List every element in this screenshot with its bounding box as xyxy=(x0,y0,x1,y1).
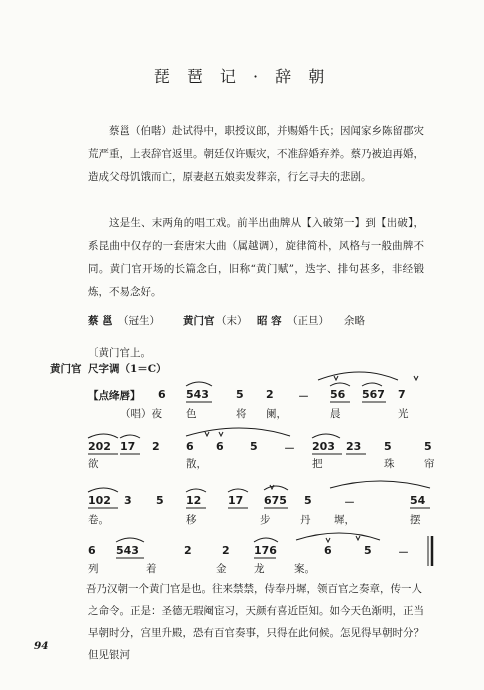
note-r2-7: － xyxy=(284,442,295,455)
note-r2-9: 23 xyxy=(346,440,362,453)
note-r2-1: 202 xyxy=(88,440,111,453)
lyric-r1-6: 光 xyxy=(398,408,409,420)
lyric-r3-6: 摆 xyxy=(410,514,421,526)
stage-direction: 〔黄门官上。 xyxy=(88,347,151,359)
note-r1-6: 56 xyxy=(330,388,346,401)
note-r3-8: － xyxy=(344,496,355,509)
lyric-r1-5: 晨 xyxy=(330,408,341,420)
lyric-r2-4: 珠 xyxy=(384,458,395,470)
lyric-r2-3: 把 xyxy=(312,458,323,470)
note-r2-6: 5 xyxy=(250,440,258,453)
lyric-r1-1: （唱）夜 xyxy=(120,408,162,420)
lyric-r4-5: 案。 xyxy=(294,563,315,575)
note-r1-2: 543 xyxy=(186,388,209,401)
note-r4-3: 2 xyxy=(184,544,192,557)
note-r1-5: － xyxy=(298,390,309,403)
note-r3-6: 675 xyxy=(264,494,287,507)
page-title: 琵 琶 记 · 辞 朝 xyxy=(153,67,331,86)
lyric-r2-5: 帘 xyxy=(424,458,435,470)
cast-name-caiyong: 蔡 邕 xyxy=(88,315,113,327)
cast-others: 余略 xyxy=(344,315,365,327)
note-r4-1: 6 xyxy=(88,544,96,557)
lyric-r1-4: 阑， xyxy=(266,408,287,420)
lyric-r3-1: 卷。 xyxy=(88,514,109,526)
note-r4-5: 176 xyxy=(254,544,277,557)
lyric-r3-4: 丹 xyxy=(300,514,311,526)
note-r4-2: 543 xyxy=(116,544,139,557)
note-r2-5: 6 xyxy=(216,440,224,453)
cast-role-caiyong: （冠生） xyxy=(118,315,160,327)
note-r2-8: 203 xyxy=(312,440,335,453)
note-r2-11: 5 xyxy=(424,440,432,453)
note-r3-4: 12 xyxy=(186,494,202,507)
note-r3-2: 3 xyxy=(124,494,132,507)
key-signature: 尺字调（1＝C） xyxy=(88,363,167,375)
note-r4-8: － xyxy=(398,546,409,559)
lyric-r4-2: 着 xyxy=(146,563,157,575)
lyric-r2-1: 欲 xyxy=(88,458,99,470)
dialogue-text: 吾乃汉朝一个黄门官是也。往来禁禁，侍奉丹墀，领百官之奏章，传一人之命令。正是：圣德无瑕阉宦习，天颜有喜近臣知。如今天色渐明，正当早朝时分，宫里升殿，恐有百官奏事，只得在此伺候。怎见得早朝时分？但见银河 xyxy=(86,583,424,661)
note-r1-8: 7 xyxy=(398,388,406,401)
lyric-r1-3: 将 xyxy=(236,408,247,420)
note-r1-3: 5 xyxy=(236,388,244,401)
lyric-r3-5: 墀， xyxy=(334,514,355,526)
synopsis-paragraph: 蔡邕（伯喈）赴试得中，职授议郎，并赐婚牛氏；因闻家乡陈留郡灾荒严重，上表辞官返里。朝廷仅许赈灾，不准辞婚弃养。蔡乃被迫再婚，造成父母饥饿而亡，原妻赵五娘卖发葬亲，行乞寻夫的悲剧。 xyxy=(88,125,424,183)
note-r4-7: 5 xyxy=(364,544,372,557)
note-r3-3: 5 xyxy=(156,494,164,507)
lyric-r4-1: 列 xyxy=(88,563,99,575)
lyric-r3-3: 步 xyxy=(260,514,271,526)
tune-name: 【点绛唇】 xyxy=(88,390,141,402)
note-r3-5: 17 xyxy=(228,494,244,507)
note-r3-9: 54 xyxy=(410,494,426,507)
note-r4-6: 6 xyxy=(324,544,332,557)
cast-role-huangmenguan: （末） xyxy=(216,315,248,327)
note-r2-2: 17 xyxy=(120,440,136,453)
note-r2-10: 5 xyxy=(384,440,392,453)
lyric-r3-2: 移 xyxy=(186,514,197,526)
lyric-r4-4: 龙 xyxy=(254,563,265,575)
note-r2-3: 2 xyxy=(152,440,160,453)
cast-role-zhaorong: （正旦） xyxy=(287,315,329,327)
cast-name-huangmenguan: 黄门官 xyxy=(183,315,215,327)
note-r1-4: 2 xyxy=(266,388,274,401)
page-number: 94 xyxy=(34,640,49,652)
lyric-r2-2: 散， xyxy=(186,458,207,470)
performance-note-paragraph: 这是生、末两角的唱工戏。前半出曲牌从【入破第一】到【出破】，系昆曲中仅存的一套唐宋大曲（属越调），旋律简朴，风格与一般曲牌不同。黄门官开场的长篇念白，旧称“黄门赋”，迭字、排句甚多，非经锻炼，不易念好。 xyxy=(88,217,424,298)
note-r3-7: 5 xyxy=(304,494,312,507)
note-r2-4: 6 xyxy=(186,440,194,453)
note-r1-7: 567 xyxy=(362,388,385,401)
note-r1-1: 6 xyxy=(158,388,166,401)
speaker-label: 黄门官 xyxy=(50,363,82,375)
note-r4-4: 2 xyxy=(222,544,230,557)
lyric-r1-2: 色 xyxy=(186,408,197,420)
note-r3-1: 102 xyxy=(88,494,111,507)
cast-name-zhaorong: 昭 容 xyxy=(257,315,282,327)
lyric-r4-3: 金 xyxy=(216,563,227,575)
